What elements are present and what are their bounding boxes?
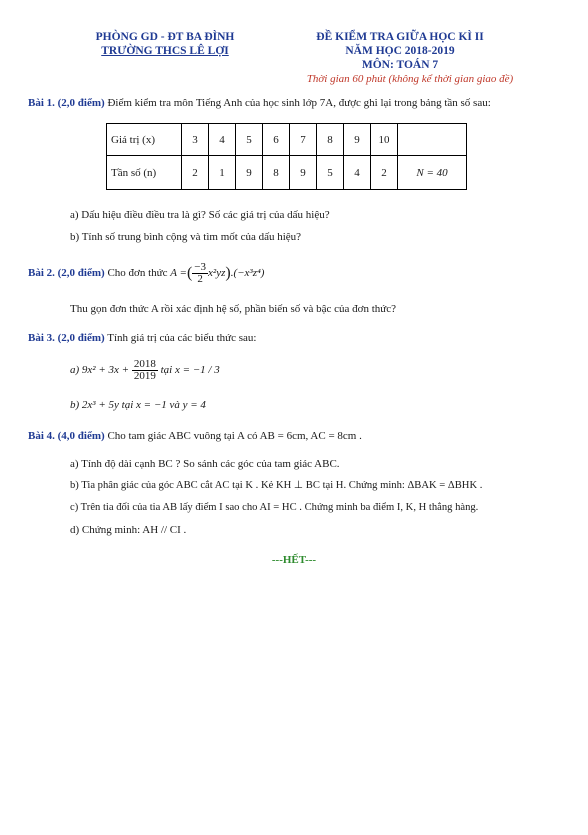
- table-header-value: Giá trị (x): [107, 124, 182, 156]
- table-cell: 6: [263, 124, 290, 156]
- department-name: PHÒNG GD - ĐT BA ĐÌNH: [95, 31, 235, 43]
- bai4-question-c: c) Trên tia đối của tia AB lấy điểm I sao cho AI = HC . Chứng minh ba điểm I, K, H thẳng hàng.: [70, 502, 479, 513]
- table-cell: 8: [263, 156, 290, 190]
- bai4-label: Bài 4. (4,0 điểm): [28, 430, 105, 442]
- table-cell: 1: [209, 156, 236, 190]
- bai2-task: Thu gọn đơn thức A rồi xác định hệ số, phần biến số và bậc của đơn thức?: [70, 303, 396, 315]
- bai2-statement: Bài 2. (2,0 điểm) Cho đơn thức A =( $\frac{-3}{2}$ x²yz).(−x³z⁴): [28, 260, 265, 285]
- table-row: [107, 156, 467, 190]
- bai4-question-a: a) Tính độ dài cạnh BC ? So sánh các góc của tam giác ABC.: [70, 458, 340, 470]
- table-cell: 2: [371, 156, 398, 190]
- table-cell: 10: [371, 124, 398, 156]
- fraction-numerator: −3: [194, 260, 207, 273]
- time-note: Thời gian 60 phút (không kể thời gian giao đề): [306, 73, 514, 85]
- exam-title: ĐỀ KIỂM TRA GIỮA HỌC KÌ II: [316, 31, 484, 43]
- table-cell: 9: [290, 156, 317, 190]
- bai4-question-d: d) Chứng minh: AH // CI .: [70, 524, 187, 536]
- monomial-lhs: A =: [170, 267, 187, 279]
- header: [0, 30, 588, 90]
- expr-a-prefix: a) 9x² + 3x +: [70, 364, 130, 376]
- end-mark: ---HẾT---: [271, 554, 317, 566]
- bai4-question-b: b) Tia phân giác của góc ABC cắt AC tại K . Kẻ KH ⊥ BC tại H. Chứng minh: ΔBAK = ΔBHK .: [70, 480, 483, 491]
- bai4-text: Cho tam giác ABC vuông tại A có AB = 6cm, AC = 8cm .: [104, 430, 362, 442]
- school-year: NĂM HỌC 2018-2019: [345, 45, 455, 57]
- subject: MÔN: TOÁN 7: [361, 59, 439, 71]
- bai3-question-a: [70, 357, 220, 383]
- school-block: [60, 30, 270, 58]
- exam-title-block: [290, 30, 514, 86]
- table-cell: 9: [236, 156, 263, 190]
- monomial-tail: .(−x³z⁴): [230, 267, 265, 279]
- bai1-text: Điểm kiểm tra môn Tiếng Anh của học sinh lớp 7A, được ghi lại trong bảng tần số sau:: [104, 97, 491, 109]
- table-cell: [398, 124, 467, 156]
- bai2-text: Cho đơn thức: [104, 267, 171, 279]
- table-cell: 5: [236, 124, 263, 156]
- table-cell: 9: [344, 124, 371, 156]
- table-cell: 4: [209, 124, 236, 156]
- fraction-denominator: 2019: [133, 369, 156, 382]
- bai2-label: Bài 2. (2,0 điểm): [28, 267, 105, 279]
- fraction-denominator: 2: [197, 272, 203, 285]
- bai3-statement: [28, 331, 256, 345]
- bai3-question-b: b) 2x³ + 5y tại x = −1 và y = 4: [70, 399, 206, 411]
- bai1-statement: [28, 96, 491, 110]
- bai3-label: Bài 3. (2,0 điểm): [28, 332, 105, 344]
- table-row: [107, 124, 467, 156]
- frequency-table: [106, 123, 467, 190]
- expr-a-fraction: [132, 359, 158, 382]
- monomial-variables: x²yz: [208, 267, 226, 279]
- table-header-frequency: Tần số (n): [107, 156, 182, 190]
- table-cell: 7: [290, 124, 317, 156]
- table-cell: 4: [344, 156, 371, 190]
- table-cell: 5: [317, 156, 344, 190]
- bai1-question-b: b) Tính số trung bình cộng và tìm mốt của dấu hiệu?: [70, 231, 302, 243]
- bai4-statement: [28, 429, 362, 443]
- expr-a-suffix: tại x = −1 / 3: [157, 364, 220, 376]
- monomial-fraction: [192, 262, 208, 285]
- bai1-question-a: a) Dấu hiệu điều điều tra là gì? Số các giá trị của dấu hiệu?: [70, 209, 330, 221]
- fraction-numerator: 2018: [133, 357, 156, 370]
- table-cell: 3: [182, 124, 209, 156]
- school-name: TRƯỜNG THCS LÊ LỢI: [101, 45, 229, 57]
- table-cell-total: N = 40: [398, 156, 467, 190]
- bai1-label: Bài 1. (2,0 điểm): [28, 97, 105, 109]
- table-cell: 8: [317, 124, 344, 156]
- bai3-text: Tính giá trị của các biểu thức sau:: [104, 332, 257, 344]
- table-cell: 2: [182, 156, 209, 190]
